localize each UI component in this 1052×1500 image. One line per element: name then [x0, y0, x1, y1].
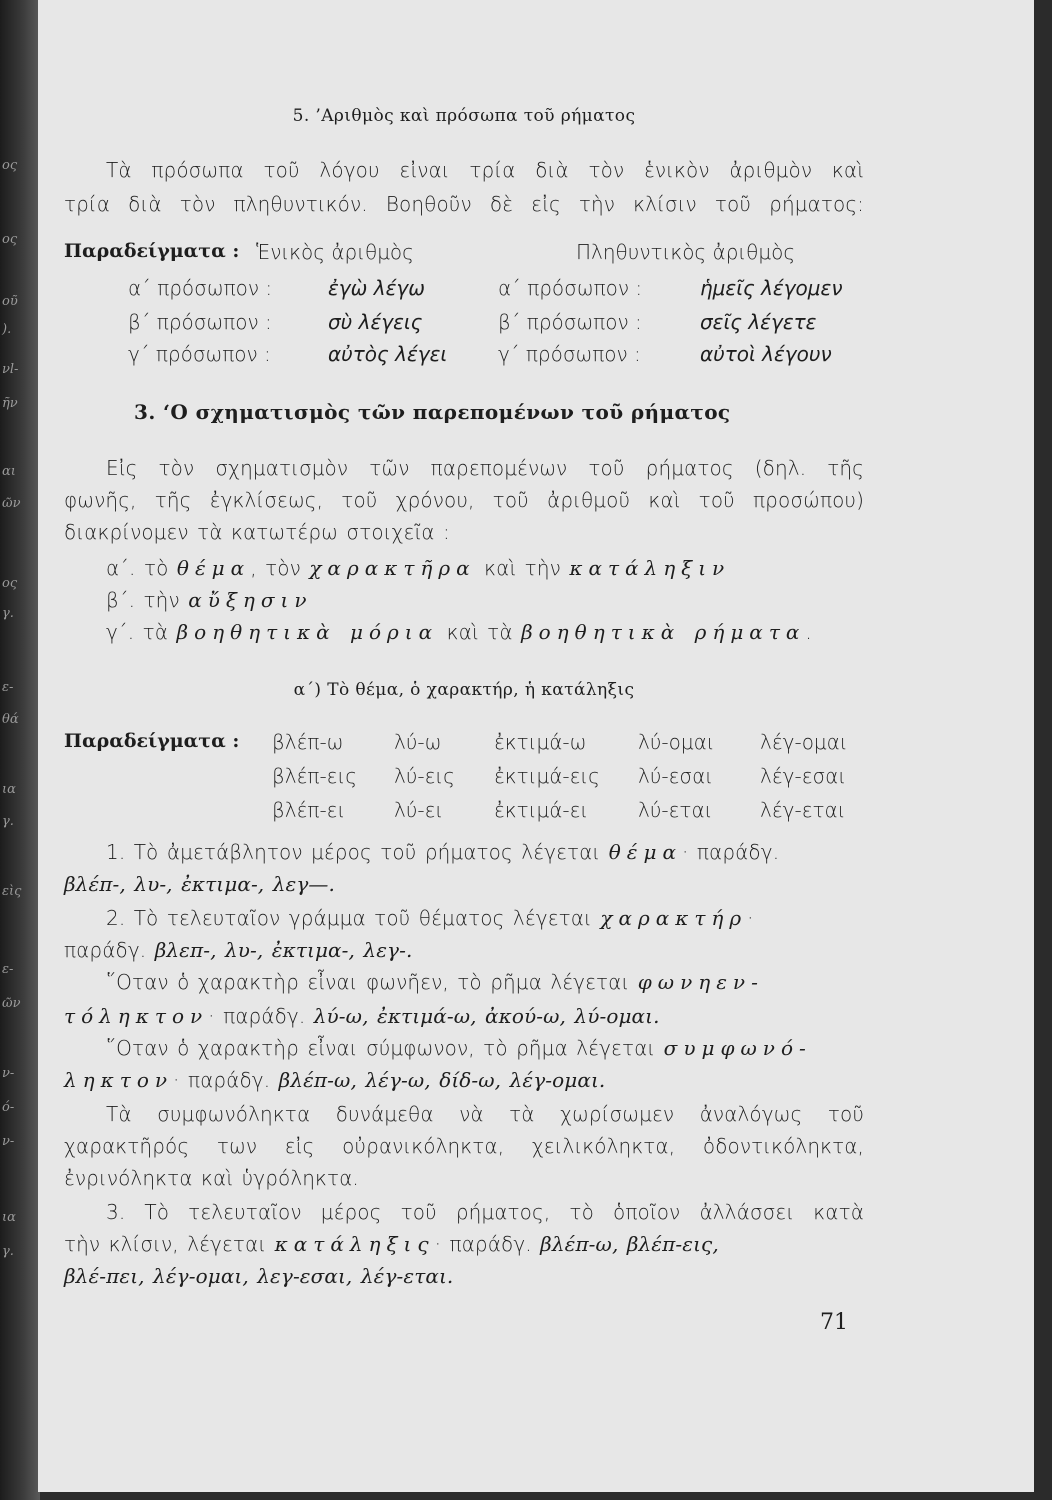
paragraph-line: Τὰ συμφωνόληκτα δυνάμεθα νὰ τὰ χωρίσωμεν ἀναλόγως τοῦ: [106, 1102, 864, 1126]
example-cell: λύ-ομαι: [638, 730, 715, 754]
margin-fragment: ε-: [2, 962, 14, 977]
paragraph-text: ῞Οταν ὁ χαρακτὴρ εἶναι σύμφωνον, τὸ ρῆμα λέγεται: [106, 1036, 664, 1060]
spaced-term: θέμα: [176, 556, 251, 580]
example-forms: λύ-ω, ἐκτιμά-ω, ἀκού-ω, λύ-ομαι.: [313, 1004, 660, 1028]
book-page: [38, 0, 1034, 1492]
list-text: γ΄. τὰ: [106, 620, 177, 644]
paragraph-line: [64, 938, 864, 962]
examples-label: Παραδείγματα :: [64, 730, 240, 752]
paragraph-line: βλέ-πει, λέγ-ομαι, λεγ-εσαι, λέγ-εται.: [64, 1264, 454, 1288]
spaced-term: κατάληξις: [274, 1232, 435, 1256]
margin-fragment: ό-: [2, 1100, 15, 1115]
subsection-a-heading: α΄) Τὸ θέμα, ὁ χαρακτήρ, ἡ κατάληξις: [293, 680, 635, 700]
margin-fragment: ).: [2, 322, 12, 337]
example-cell: λύ-εται: [638, 798, 713, 822]
paragraph-line: [64, 1004, 864, 1028]
paragraph-text: · παράδγ.: [682, 840, 780, 864]
list-text: , τὸν: [250, 556, 310, 580]
page-number: 71: [820, 1310, 848, 1335]
examples-label: Παραδείγματα :: [64, 240, 240, 262]
paragraph-text: παράδγ.: [64, 938, 155, 962]
paragraph-text: 2. Τὸ τελευταῖον γράμμα τοῦ θέματος λέγεται: [106, 906, 601, 930]
spaced-term: συμφωνό-: [663, 1036, 812, 1060]
paragraph-text: · παράδγ.: [434, 1232, 541, 1256]
plural-person: α΄ πρόσωπον :: [498, 276, 643, 300]
example-cell: λέγ-εσαι: [760, 764, 847, 788]
example-cell: βλέπ-ει: [272, 798, 346, 822]
list-text: καὶ τὴν: [475, 556, 570, 580]
paragraph-line: Εἰς τὸν σχηματισμὸν τῶν παρεπομένων τοῦ ρήματος (δηλ. τῆς: [106, 456, 864, 480]
spaced-term: κατάληξιν: [569, 556, 731, 580]
margin-fragment: ος: [2, 158, 18, 173]
spaced-term: χαρακτήρ: [600, 906, 748, 930]
paragraph-text: · παράδγ.: [173, 1068, 279, 1092]
paragraph-text: ·: [747, 906, 754, 930]
paragraph-line: [64, 970, 864, 994]
spaced-term: βοηθητικὰ ρήματα: [521, 620, 806, 644]
example-cell: λύ-ω: [394, 730, 442, 754]
singular-person: α΄ πρόσωπον :: [128, 276, 273, 300]
singular-person: β΄ πρόσωπον :: [128, 310, 272, 334]
example-cell: βλέπ-εις: [272, 764, 357, 788]
example-cell: λέγ-ομαι: [760, 730, 848, 754]
margin-fragment: ν-: [2, 1134, 15, 1149]
singular-form: σὺ λέγεις: [328, 310, 423, 334]
spaced-term: θέμα: [608, 840, 682, 864]
paragraph-line: ἐνρινόληκτα καὶ ὑγρόληκτα.: [64, 1166, 359, 1190]
singular-person: γ΄ πρόσωπον :: [128, 342, 271, 366]
margin-fragment: γ.: [2, 814, 14, 829]
example-cell: λύ-ει: [394, 798, 444, 822]
example-forms: βλέπ-ω, λέγ-ω, δίδ-ω, λέγ-ομαι.: [278, 1068, 606, 1092]
paragraph-line: τρία διὰ τὸν πληθυντικόν. Βοηθοῦν δὲ εἰς τὴν κλίσιν τοῦ ρήματος:: [64, 192, 864, 216]
margin-fragment: γ.: [2, 1244, 14, 1259]
paragraph-line: χαρακτῆρός των εἰς οὐρανικόληκτα, χειλικόληκτα, ὀδοντικόληκτα,: [64, 1134, 864, 1158]
singular-form: ἐγὼ λέγω: [328, 276, 425, 300]
plural-form: αὐτοὶ λέγουν: [700, 342, 832, 366]
margin-fragment: θά: [2, 712, 19, 727]
margin-fragment: γ.: [2, 606, 14, 621]
list-item-a: [64, 556, 864, 580]
margin-fragment: ῶν: [2, 496, 21, 511]
spaced-term: φωνηεν-: [637, 970, 764, 994]
list-text: .: [805, 620, 812, 644]
plural-person: β΄ πρόσωπον :: [498, 310, 642, 334]
margin-fragment: αι: [2, 464, 16, 479]
example-cell: λέγ-εται: [760, 798, 846, 822]
paragraph-text: τὴν κλίσιν, λέγεται: [64, 1232, 275, 1256]
book-spine-margin: [0, 0, 40, 1500]
paragraph-line: Τὰ πρόσωπα τοῦ λόγου εἰναι τρία διὰ τὸν ἑνικὸν ἀριθμὸν καὶ: [106, 158, 864, 182]
spaced-term: χαρακτῆρα: [309, 556, 476, 580]
paragraph-text: 1. Τὸ ἀμετάβλητον μέρος τοῦ ρήματος λέγεται: [106, 840, 609, 864]
example-forms: βλεπ-, λυ-, ἐκτιμα-, λεγ-.: [154, 938, 413, 962]
margin-fragment: ος: [2, 232, 18, 247]
example-cell: ἐκτιμά-εις: [494, 764, 600, 788]
margin-fragment: νl-: [2, 362, 19, 377]
paragraph-text: ῞Οταν ὁ χαρακτὴρ εἶναι φωνῆεν, τὸ ρῆμα λέγεται: [106, 970, 638, 994]
paragraph-line: βλέπ-, λυ-, ἐκτιμα-, λεγ—.: [64, 872, 335, 896]
plural-person: γ΄ πρόσωπον :: [498, 342, 641, 366]
list-text: α΄. τὸ: [106, 556, 177, 580]
paragraph-line: [64, 1036, 864, 1060]
margin-fragment: ῶν: [2, 996, 21, 1011]
spaced-term: ληκτον: [64, 1068, 174, 1092]
margin-fragment: οῦ: [2, 294, 18, 309]
plural-form: ἡμεῖς λέγομεν: [700, 276, 843, 300]
margin-fragment: ια: [2, 782, 16, 797]
margin-fragment: εὶς: [2, 884, 22, 899]
example-cell: λύ-εις: [394, 764, 455, 788]
section-5-heading: 5. ’Αριθμὸς καὶ πρόσωπα τοῦ ρήματος: [292, 106, 636, 126]
singular-header: Ἑνικὸς ἀριθμὸς: [256, 240, 414, 264]
paragraph-line: [64, 906, 864, 930]
singular-form: αὐτὸς λέγει: [328, 342, 448, 366]
list-item-b: [64, 588, 864, 612]
spaced-term: βοηθητικὰ μόρια: [176, 620, 439, 644]
paragraph-line: [64, 840, 864, 864]
margin-fragment: ῆν: [2, 396, 18, 411]
section-3-heading: 3. ‘Ο σχηματισμὸς τῶν παρεπομένων τοῦ ρήματος: [134, 400, 731, 424]
example-forms: βλέπ-ω, βλέπ-εις,: [540, 1232, 719, 1256]
paragraph-line: [64, 1232, 864, 1256]
list-text: καὶ τὰ: [438, 620, 522, 644]
example-cell: λύ-εσαι: [638, 764, 714, 788]
margin-fragment: ια: [2, 1210, 16, 1225]
paragraph-line: φωνῆς, τῆς ἐγκλίσεως, τοῦ χρόνου, τοῦ ἀριθμοῦ καὶ τοῦ προσώπου): [64, 488, 864, 512]
margin-fragment: ε-: [2, 680, 14, 695]
paragraph-line: 3. Τὸ τελευταῖον μέρος τοῦ ρήματος, τὸ ὁποῖον ἀλλάσσει κατὰ: [106, 1200, 864, 1224]
list-text: β΄. τὴν: [106, 588, 189, 612]
paragraph-text: · παράδγ.: [208, 1004, 314, 1028]
example-cell: βλέπ-ω: [272, 730, 344, 754]
paragraph-line: διακρίνομεν τὰ κατωτέρω στοιχεῖα :: [64, 520, 450, 544]
plural-form: σεῖς λέγετε: [700, 310, 817, 334]
spaced-term: αὔξησιν: [188, 588, 313, 612]
margin-fragment: ν-: [2, 1066, 15, 1081]
paragraph-line: [64, 1068, 864, 1092]
example-cell: ἐκτιμά-ω: [494, 730, 587, 754]
example-cell: ἐκτιμά-ει: [494, 798, 589, 822]
spaced-term: τόληκτον: [64, 1004, 209, 1028]
plural-header: Πληθυντικὸς ἀριθμὸς: [576, 240, 796, 264]
list-item-c: [64, 620, 864, 644]
margin-fragment: ος: [2, 576, 18, 591]
